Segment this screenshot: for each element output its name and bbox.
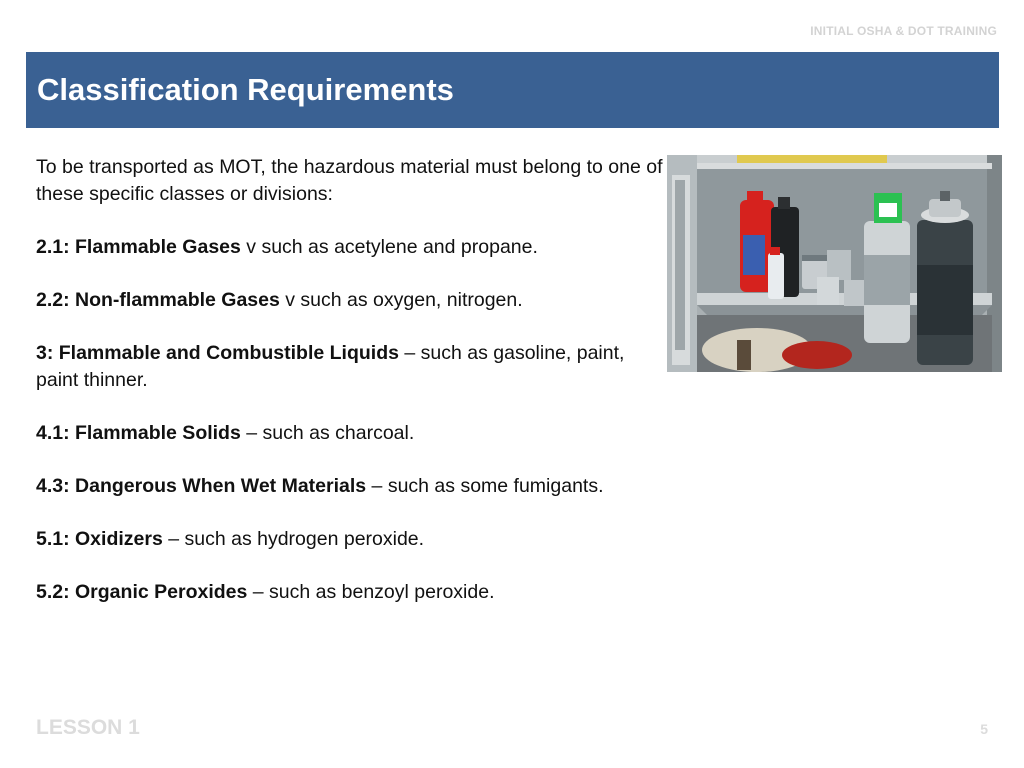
hazmat-shelf-photo xyxy=(667,155,1002,372)
class-item xyxy=(36,234,666,261)
class-label: 5.2: Organic Peroxides xyxy=(36,581,248,603)
class-item xyxy=(36,579,666,606)
class-label: 3: Flammable and Combustible Liquids xyxy=(36,342,399,364)
class-description: – such as gasoline, paint, paint thinner. xyxy=(36,342,625,391)
class-description: v such as acetylene and propane. xyxy=(240,236,538,258)
class-item xyxy=(36,287,666,314)
page-number: 5 xyxy=(980,721,988,737)
lesson-label: LESSON 1 xyxy=(36,716,140,739)
shelf-illustration xyxy=(667,155,1002,372)
class-item xyxy=(36,526,666,553)
content-body xyxy=(36,154,666,632)
class-item xyxy=(36,420,666,447)
class-label: 4.1: Flammable Solids xyxy=(36,422,241,444)
slide-title: Classification Requirements xyxy=(37,72,454,107)
class-label: 2.2: Non-flammable Gases xyxy=(36,289,280,311)
class-item xyxy=(36,473,666,500)
class-description: – such as hydrogen peroxide. xyxy=(162,528,425,550)
class-description: – such as some fumigants. xyxy=(366,475,604,497)
class-description: – such as benzoyl peroxide. xyxy=(247,581,495,603)
course-title: INITIAL OSHA & DOT TRAINING xyxy=(810,24,997,38)
intro-paragraph: To be transported as MOT, the hazardous material must belong to one of these specific classes or divisions: xyxy=(36,156,663,205)
class-label: 5.1: Oxidizers xyxy=(36,528,163,550)
class-description: – such as charcoal. xyxy=(240,422,415,444)
class-label: 4.3: Dangerous When Wet Materials xyxy=(36,475,367,497)
class-item xyxy=(36,340,666,394)
class-label: 2.1: Flammable Gases xyxy=(36,236,241,258)
class-description: v such as oxygen, nitrogen. xyxy=(279,289,523,311)
title-bar xyxy=(26,52,999,128)
